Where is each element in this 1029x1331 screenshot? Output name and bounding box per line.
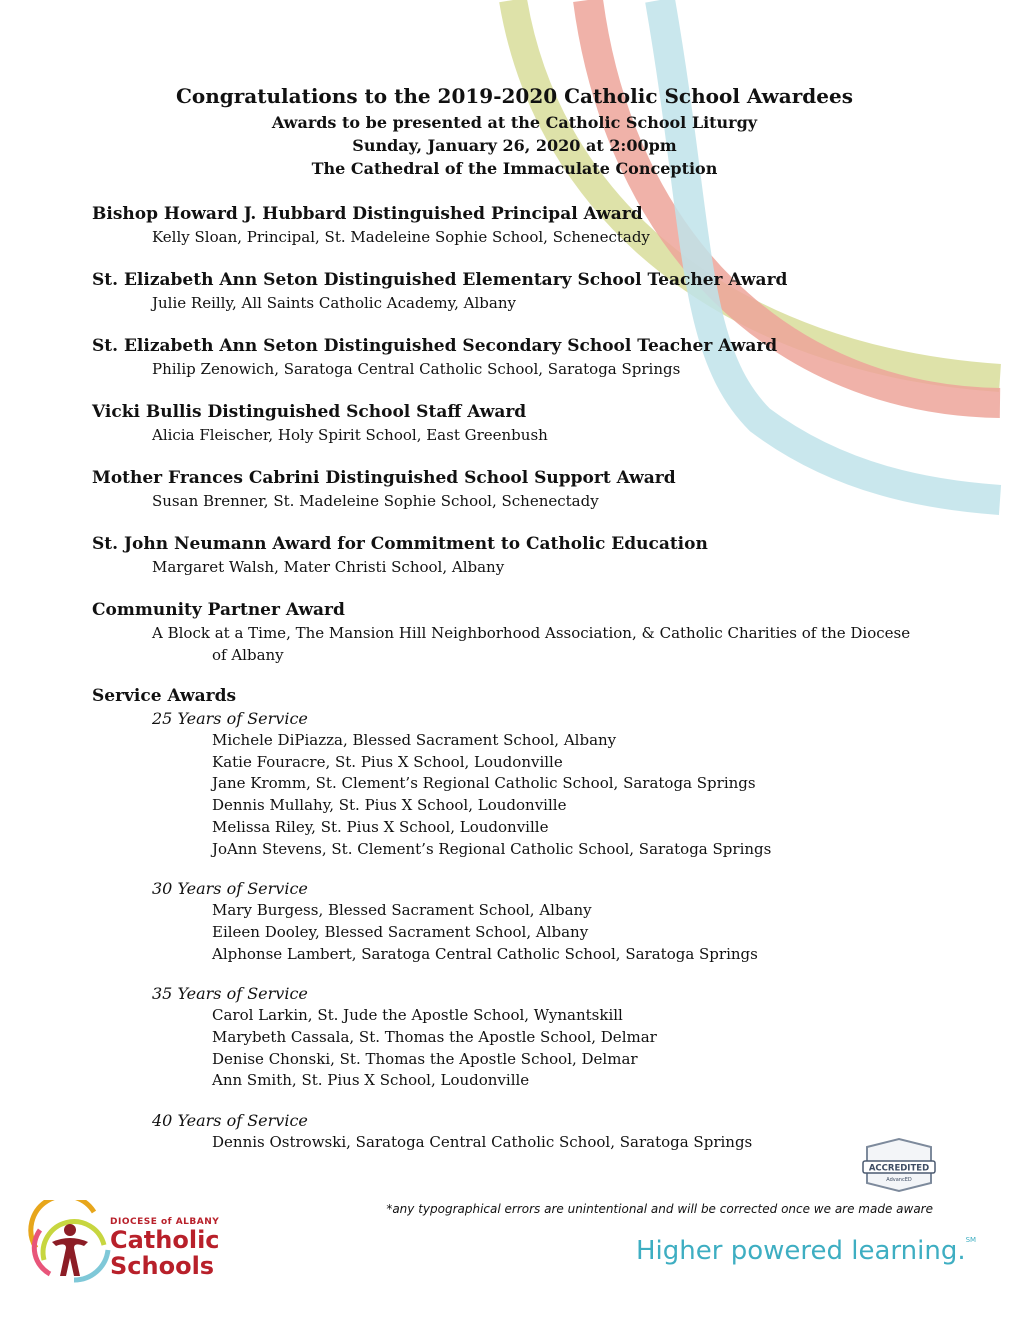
badge-text: ACCREDITED <box>868 1163 930 1174</box>
tier-list <box>92 1005 972 1092</box>
service-awards-title: Service Awards <box>92 686 237 706</box>
tier-list <box>92 1132 972 1154</box>
tier-list <box>92 730 972 860</box>
tier-label: 35 Years of Service <box>152 984 308 1004</box>
tier-label: 25 Years of Service <box>152 709 308 728</box>
award-recipient: Alicia Fleischer, Holy Spirit School, East Greenbush <box>152 426 548 444</box>
service-tier-40 <box>92 1110 972 1154</box>
award-item <box>92 203 972 248</box>
award-item <box>92 599 972 666</box>
tier-label: 40 Years of Service <box>152 1111 308 1131</box>
disclaimer: *any typographical errors are unintentional and will be corrected once we are made aware <box>386 1202 933 1216</box>
award-title: Community Partner Award <box>92 600 345 620</box>
list-item: Alphonse Lambert, Saratoga Central Catholic School, Saratoga Springs <box>212 944 758 963</box>
award-recipient: Philip Zenowich, Saratoga Central Catholic School, Saratoga Springs <box>152 360 681 378</box>
award-title: St. John Neumann Award for Commitment to Catholic Education <box>92 534 708 554</box>
logo-line-1: Catholic <box>110 1226 220 1254</box>
tier-list <box>92 900 972 965</box>
diocese-logo-text <box>110 1217 220 1279</box>
list-item: Denise Chonski, St. Thomas the Apostle School, Delmar <box>212 1049 638 1068</box>
header-line-1: Awards to be presented at the Catholic School Liturgy <box>271 113 758 132</box>
list-item: Carol Larkin, St. Jude the Apostle School, Wynantskill <box>212 1006 623 1025</box>
award-recipient: Julie Reilly, All Saints Catholic Academy, Albany <box>152 294 516 312</box>
award-item <box>92 533 972 578</box>
award-item <box>92 467 972 512</box>
service-tier-30 <box>92 878 972 965</box>
awards-list <box>92 203 972 1172</box>
tagline-text: Higher powered learning. <box>636 1236 966 1266</box>
award-recipient: Margaret Walsh, Mater Christi School, Albany <box>152 558 505 576</box>
list-item: Katie Fouracre, St. Pius X School, Loudonville <box>212 752 563 771</box>
service-mark: SM <box>965 1236 977 1244</box>
award-recipient-line: A Block at a Time, The Mansion Hill Neighborhood Association, & Catholic Charities of the Diocese <box>152 624 911 642</box>
service-tier-25 <box>92 708 972 860</box>
page-title: Congratulations to the 2019-2020 Catholic School Awardees <box>175 84 853 108</box>
list-item: Jane Kromm, St. Clement’s Regional Catholic School, Saratoga Springs <box>212 774 756 793</box>
logo-line-2: Schools <box>110 1252 215 1280</box>
list-item: Dennis Mullahy, St. Pius X School, Loudonville <box>212 796 567 815</box>
award-item <box>92 269 972 314</box>
list-item: Melissa Riley, St. Pius X School, Loudonville <box>212 817 549 836</box>
list-item: JoAnn Stevens, St. Clement’s Regional Catholic School, Saratoga Springs <box>212 839 772 858</box>
award-recipient: Susan Brenner, St. Madeleine Sophie School, Schenectady <box>152 492 599 510</box>
list-item: Eileen Dooley, Blessed Sacrament School, Albany <box>212 922 589 941</box>
award-title: Bishop Howard J. Hubbard Distinguished Principal Award <box>92 204 643 224</box>
list-item: Michele DiPiazza, Blessed Sacrament School, Albany <box>212 731 617 749</box>
award-title: St. Elizabeth Ann Seton Distinguished Elementary School Teacher Award <box>92 270 788 290</box>
list-item: Dennis Ostrowski, Saratoga Central Catholic School, Saratoga Springs <box>212 1133 753 1152</box>
award-title: St. Elizabeth Ann Seton Distinguished Secondary School Teacher Award <box>92 336 778 356</box>
tier-label: 30 Years of Service <box>152 879 308 899</box>
header-line-2: Sunday, January 26, 2020 at 2:00pm <box>352 136 677 155</box>
award-recipient: Kelly Sloan, Principal, St. Madeleine Sophie School, Schenectady <box>152 228 650 246</box>
award-recipient <box>92 622 972 666</box>
service-tier-35 <box>92 983 972 1092</box>
award-recipient-continued: of Albany <box>212 646 284 664</box>
header <box>0 84 1029 180</box>
list-item: Ann Smith, St. Pius X School, Loudonville <box>212 1071 530 1090</box>
list-item: Mary Burgess, Blessed Sacrament School, Albany <box>212 901 592 920</box>
award-title: Mother Frances Cabrini Distinguished School Support Award <box>92 468 676 488</box>
tagline <box>636 1236 976 1266</box>
accredited-badge-icon <box>857 1137 941 1193</box>
award-title: Vicki Bullis Distinguished School Staff Award <box>92 402 527 422</box>
list-item: Marybeth Cassala, St. Thomas the Apostle School, Delmar <box>212 1028 657 1047</box>
award-item <box>92 335 972 380</box>
logo-small-text: DIOCESE of ALBANY <box>110 1217 220 1227</box>
badge-subtext: AdvancED <box>886 1177 912 1183</box>
award-item <box>92 401 972 446</box>
header-line-3: The Cathedral of the Immaculate Conception <box>311 159 718 178</box>
